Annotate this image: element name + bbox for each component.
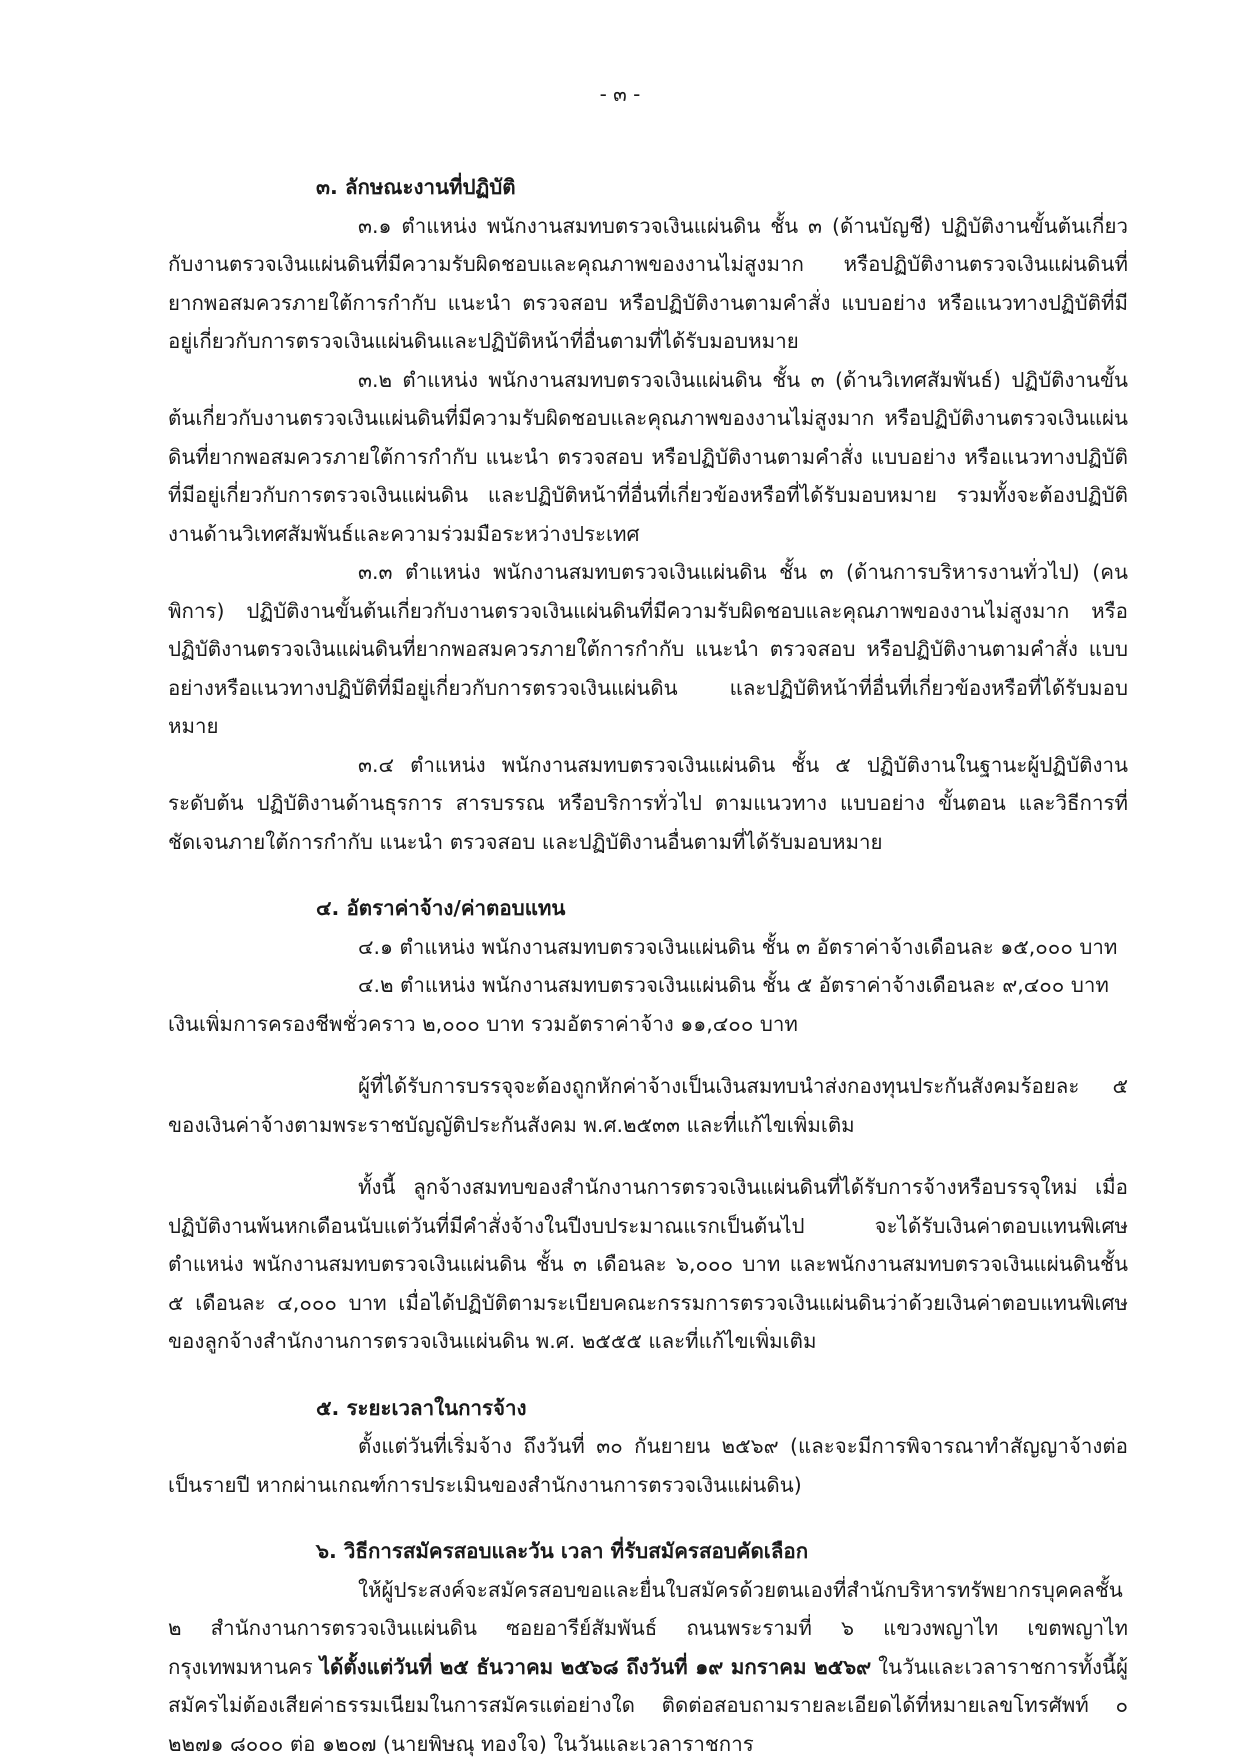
section-wages xyxy=(168,889,1128,1361)
application-text: ให้ผู้ประสงค์จะสมัครสอบขอและยื่นใบสมัครด้วยตนเองที่สำนักบริหารทรัพยากรบุคคลชั้น ๒ สำนักงานการตรวจเงินแผ่นดิน ซอยอารีย์สัมพันธ์ ถนนพระรามที่ ๖ แขวงพญาไท เขตพญาไทกรุงเทพมหานคร xyxy=(168,1578,1128,1679)
section-employment-period xyxy=(168,1389,1128,1505)
wage-line: ๔.๑ ตำแหน่ง พนักงานสมทบตรวจเงินแผ่นดิน ชั้น ๓ อัตราค่าจ้างเดือนละ ๑๕,๐๐๐ บาท xyxy=(168,928,1128,967)
application-dates: ได้ตั้งแต่วันที่ ๒๕ ธันวาคม ๒๕๖๘ ถึงวันที่ ๑๙ มกราคม ๒๕๖๙ xyxy=(320,1655,871,1679)
duty-paragraph: ๓.๔ ตำแหน่ง พนักงานสมทบตรวจเงินแผ่นดิน ชั้น ๕ ปฏิบัติงานในฐานะผู้ปฏิบัติงานระดับต้น ปฏิบัติงานด้านธุรการ สารบรรณ หรือบริการทั่วไป ตามแนวทาง แบบอย่าง ขั้นตอน และวิธีการที่ชัดเจนภายใต้การกำกับ แนะนำ ตรวจสอบ และปฏิบัติงานอื่นตามที่ได้รับมอบหมาย xyxy=(168,746,1128,862)
document-body xyxy=(168,168,1128,1763)
duty-paragraph: ๓.๓ ตำแหน่ง พนักงานสมทบตรวจเงินแผ่นดิน ชั้น ๓ (ด้านการบริหารงานทั่วไป) (คนพิการ) ปฏิบัติงานขั้นต้นเกี่ยวกับงานตรวจเงินแผ่นดินที่มีความรับผิดชอบและคุณภาพของงานไม่สูงมาก หรือปฏิบัติงานตรวจเงินแผ่นดินที่ยากพอสมควรภายใต้การกำกับ แนะนำ ตรวจสอบ หรือปฏิบัติงานตามคำสั่ง แบบอย่างหรือแนวทางปฏิบัติที่มีอยู่เกี่ยวกับการตรวจเงินแผ่นดิน และปฏิบัติหน้าที่อื่นที่เกี่ยวข้องหรือที่ได้รับมอบหมาย xyxy=(168,553,1128,746)
section-heading: ๕. ระยะเวลาในการจ้าง xyxy=(168,1389,1128,1428)
wage-line: ๔.๒ ตำแหน่ง พนักงานสมทบตรวจเงินแผ่นดิน ชั้น ๕ อัตราค่าจ้างเดือนละ ๙,๔๐๐ บาท xyxy=(168,966,1128,1005)
section-heading: ๔. อัตราค่าจ้าง/ค่าตอบแทน xyxy=(168,889,1128,928)
application-text-end: ในวันและเวลาราชการทั้งนี้ผู้สมัครไม่ต้องเสียค่าธรรมเนียมในการสมัครแต่อย่างใด ติดต่อสอบถามรายละเอียดได้ที่หมายเลขโทรศัพท์ ๐ ๒๒๗๑ ๘๐๐๐ ต่อ ๑๒๐๗ (นายพิษณุ ทองใจ) ในวันและเวลาราชการ xyxy=(168,1655,1128,1756)
section-heading: ๖. วิธีการสมัครสอบและวัน เวลา ที่รับสมัครสอบคัดเลือก xyxy=(168,1532,1128,1571)
social-security-paragraph: ผู้ที่ได้รับการบรรจุจะต้องถูกหักค่าจ้างเป็นเงินสมทบนำส่งกองทุนประกันสังคมร้อยละ ๕ ของเงินค่าจ้างตามพระราชบัญญัติประกันสังคม พ.ศ.๒๕๓๓ และที่แก้ไขเพิ่มเติม xyxy=(168,1067,1128,1144)
page-number: - ๓ - xyxy=(0,78,1240,110)
special-pay-paragraph: ทั้งนี้ ลูกจ้างสมทบของสำนักงานการตรวจเงินแผ่นดินที่ได้รับการจ้างหรือบรรจุใหม่ เมื่อปฏิบัติงานพ้นหกเดือนนับแต่วันที่มีคำสั่งจ้างในปีงบประมาณแรกเป็นต้นไป จะได้รับเงินค่าตอบแทนพิเศษตำแหน่ง พนักงานสมทบตรวจเงินแผ่นดิน ชั้น ๓ เดือนละ ๖,๐๐๐ บาท และพนักงานสมทบตรวจเงินแผ่นดินชั้น ๕ เดือนละ ๔,๐๐๐ บาท เมื่อได้ปฏิบัติตามระเบียบคณะกรรมการตรวจเงินแผ่นดินว่าด้วยเงินค่าตอบแทนพิเศษของลูกจ้างสำนักงานการตรวจเงินแผ่นดิน พ.ศ. ๒๕๕๕ และที่แก้ไขเพิ่มเติม xyxy=(168,1168,1128,1361)
duty-paragraph: ๓.๑ ตำแหน่ง พนักงานสมทบตรวจเงินแผ่นดิน ชั้น ๓ (ด้านบัญชี) ปฏิบัติงานขั้นต้นเกี่ยวกับงานตรวจเงินแผ่นดินที่มีความรับผิดชอบและคุณภาพของงานไม่สูงมาก หรือปฏิบัติงานตรวจเงินแผ่นดินที่ยากพอสมควรภายใต้การกำกับ แนะนำ ตรวจสอบ หรือปฏิบัติงานตามคำสั่ง แบบอย่าง หรือแนวทางปฏิบัติที่มีอยู่เกี่ยวกับการตรวจเงินแผ่นดินและปฏิบัติหน้าที่อื่นตามที่ได้รับมอบหมาย xyxy=(168,207,1128,361)
wage-line: เงินเพิ่มการครองชีพชั่วคราว ๒,๐๐๐ บาท รวมอัตราค่าจ้าง ๑๑,๔๐๐ บาท xyxy=(168,1005,1128,1044)
section-application xyxy=(168,1532,1128,1763)
application-paragraph xyxy=(168,1571,1128,1763)
duty-paragraph: ๓.๒ ตำแหน่ง พนักงานสมทบตรวจเงินแผ่นดิน ชั้น ๓ (ด้านวิเทศสัมพันธ์) ปฏิบัติงานขั้นต้นเกี่ยวกับงานตรวจเงินแผ่นดินที่มีความรับผิดชอบและคุณภาพของงานไม่สูงมาก หรือปฏิบัติงานตรวจเงินแผ่นดินที่ยากพอสมควรภายใต้การกำกับ แนะนำ ตรวจสอบ หรือปฏิบัติงานตามคำสั่ง แบบอย่าง หรือแนวทางปฏิบัติที่มีอยู่เกี่ยวกับการตรวจเงินแผ่นดิน และปฏิบัติหน้าที่อื่นที่เกี่ยวข้องหรือที่ได้รับมอบหมาย รวมทั้งจะต้องปฏิบัติงานด้านวิเทศสัมพันธ์และความร่วมมือระหว่างประเทศ xyxy=(168,361,1128,554)
employment-period-paragraph: ตั้งแต่วันที่เริ่มจ้าง ถึงวันที่ ๓๐ กันยายน ๒๕๖๙ (และจะมีการพิจารณาทำสัญญาจ้างต่อเป็นรายปี หากผ่านเกณฑ์การประเมินของสำนักงานการตรวจเงินแผ่นดิน) xyxy=(168,1427,1128,1504)
section-heading: ๓. ลักษณะงานที่ปฏิบัติ xyxy=(168,168,1128,207)
section-job-duties xyxy=(168,168,1128,861)
